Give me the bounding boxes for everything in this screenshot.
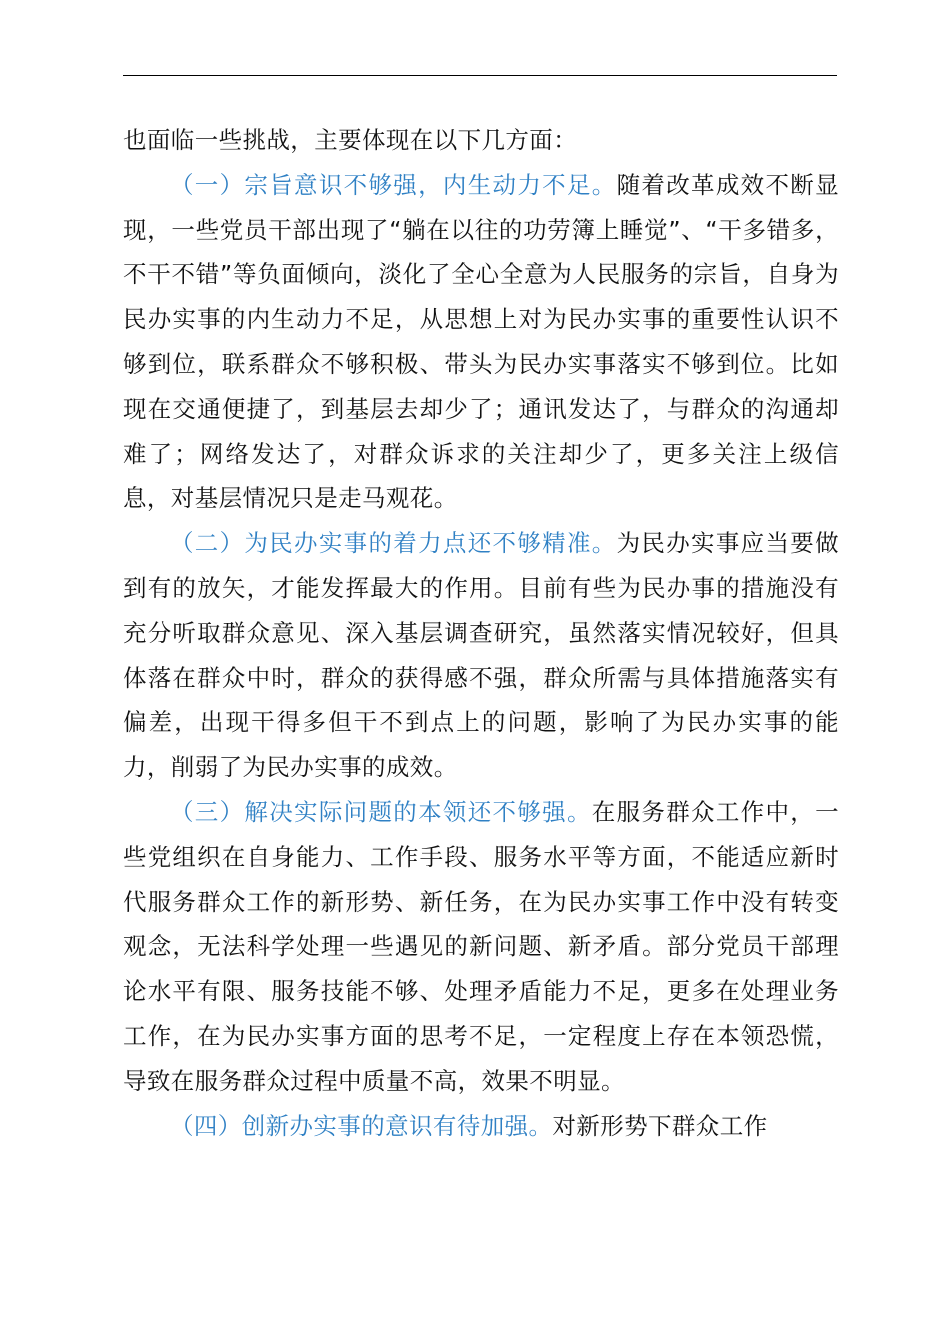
section-2-paragraph (123, 521, 839, 790)
section-4-paragraph (123, 1104, 839, 1149)
section-3-body: 在服务群众工作中，一些党组织在自身能力、工作手段、服务水平等方面，不能适应新时代服务群众工作的新形势、新任务，在为民办实事工作中没有转变观念，无法科学处理一些遇见的新问题、新矛盾。部分党员干部理论水平有限、服务技能不够、处理矛盾能力不足，更多在处理业务工作，在为民办实事方面的思考不足，一定程度上存在本领恐慌，导致在服务群众过程中质量不高，效果不明显。 (123, 797, 839, 1095)
section-2-body: 为民办实事应当要做到有的放矢，才能发挥最大的作用。目前有些为民办事的措施没有充分听取群众意见、深入基层调查研究，虽然落实情况较好，但具体落在群众中时，群众的获得感不强，群众所需与具体措施落实有偏差，出现干得多但干不到点上的问题，影响了为民办实事的能力，削弱了为民办实事的成效。 (123, 529, 839, 782)
section-3-heading: （三）解决实际问题的本领还不够强。 (170, 797, 592, 826)
section-2-heading: （二）为民办实事的着力点还不够精准。 (170, 529, 617, 558)
section-3-paragraph (123, 790, 839, 1104)
section-1-body: 随着改革成效不断显现，一些党员干部出现了“躺在以往的功劳簿上睡觉”、“干多错多，不干不错”等负面倾向，淡化了全心全意为人民服务的宗旨，自身为民办实事的内生动力不足，从思想上对为民办实事的重要性认识不够到位，联系群众不够积极、带头为民办实事落实不够到位。比如现在交通便捷了，到基层去却少了；通讯发达了，与群众的沟通却难了；网络发达了，对群众诉求的关注却少了，更多关注上级信息，对基层情况只是走马观花。 (123, 170, 839, 513)
section-1-heading: （一）宗旨意识不够强，内生动力不足。 (170, 170, 617, 199)
intro-text: 也面临一些挑战，主要体现在以下几方面： (123, 126, 578, 154)
intro-paragraph (123, 118, 839, 163)
section-4-heading: （四）创新办实事的意识有待加强。 (170, 1111, 553, 1140)
section-1-paragraph (123, 163, 839, 521)
document-body (123, 118, 839, 1148)
section-4-body: 对新形势下群众工作 (552, 1111, 768, 1140)
header-rule (123, 75, 837, 76)
